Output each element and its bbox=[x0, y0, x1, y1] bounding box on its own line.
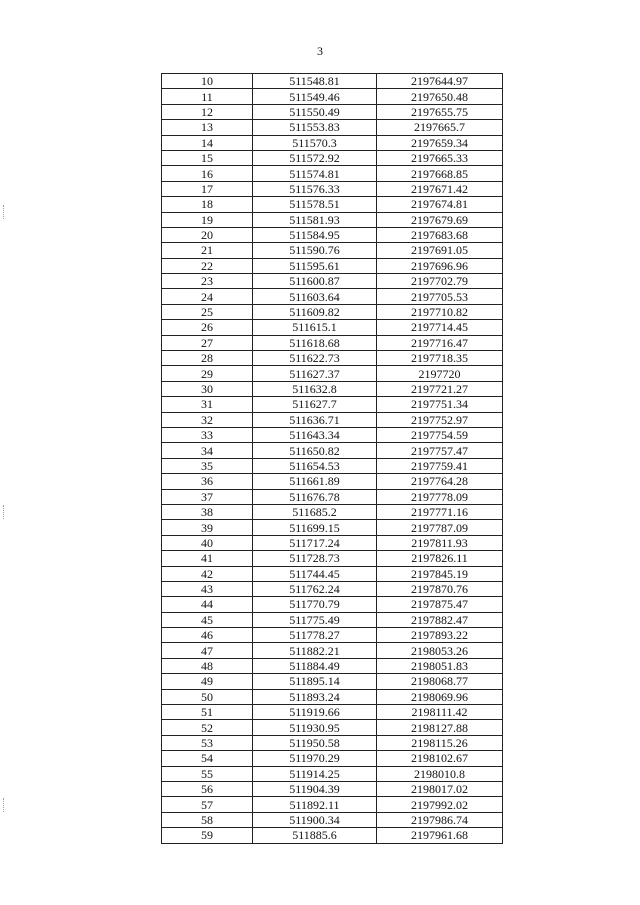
point-number-cell: 20 bbox=[162, 227, 253, 242]
y-coordinate-cell: 2198127.88 bbox=[377, 720, 503, 735]
point-number-cell: 36 bbox=[162, 474, 253, 489]
x-coordinate-cell: 511914.25 bbox=[253, 766, 377, 781]
x-coordinate-cell: 511590.76 bbox=[253, 243, 377, 258]
coordinates-table-body bbox=[162, 74, 503, 844]
y-coordinate-cell: 2197754.59 bbox=[377, 427, 503, 442]
table-row bbox=[162, 489, 503, 504]
y-coordinate-cell: 2198115.26 bbox=[377, 735, 503, 750]
table-row bbox=[162, 320, 503, 335]
x-coordinate-cell: 511548.81 bbox=[253, 74, 377, 89]
table-row bbox=[162, 120, 503, 135]
point-number-cell: 12 bbox=[162, 104, 253, 119]
table-row bbox=[162, 674, 503, 689]
table-row bbox=[162, 212, 503, 227]
point-number-cell: 21 bbox=[162, 243, 253, 258]
y-coordinate-cell: 2197655.75 bbox=[377, 104, 503, 119]
x-coordinate-cell: 511650.82 bbox=[253, 443, 377, 458]
point-number-cell: 51 bbox=[162, 705, 253, 720]
table-row bbox=[162, 74, 503, 89]
table-row bbox=[162, 658, 503, 673]
y-coordinate-cell: 2197716.47 bbox=[377, 335, 503, 350]
x-coordinate-cell: 511603.64 bbox=[253, 289, 377, 304]
x-coordinate-cell: 511885.6 bbox=[253, 828, 377, 843]
x-coordinate-cell: 511595.61 bbox=[253, 258, 377, 273]
x-coordinate-cell: 511895.14 bbox=[253, 674, 377, 689]
table-row bbox=[162, 474, 503, 489]
table-row bbox=[162, 304, 503, 319]
point-number-cell: 24 bbox=[162, 289, 253, 304]
x-coordinate-cell: 511970.29 bbox=[253, 751, 377, 766]
y-coordinate-cell: 2197751.34 bbox=[377, 397, 503, 412]
point-number-cell: 35 bbox=[162, 458, 253, 473]
table-row bbox=[162, 612, 503, 627]
table-row bbox=[162, 427, 503, 442]
x-coordinate-cell: 511762.24 bbox=[253, 581, 377, 596]
point-number-cell: 44 bbox=[162, 597, 253, 612]
y-coordinate-cell: 2197771.16 bbox=[377, 504, 503, 519]
y-coordinate-cell: 2197961.68 bbox=[377, 828, 503, 843]
y-coordinate-cell: 2197893.22 bbox=[377, 628, 503, 643]
point-number-cell: 48 bbox=[162, 658, 253, 673]
x-coordinate-cell: 511661.89 bbox=[253, 474, 377, 489]
table-row bbox=[162, 104, 503, 119]
x-coordinate-cell: 511770.79 bbox=[253, 597, 377, 612]
table-row bbox=[162, 597, 503, 612]
point-number-cell: 19 bbox=[162, 212, 253, 227]
point-number-cell: 41 bbox=[162, 551, 253, 566]
point-number-cell: 49 bbox=[162, 674, 253, 689]
point-number-cell: 26 bbox=[162, 320, 253, 335]
point-number-cell: 30 bbox=[162, 381, 253, 396]
point-number-cell: 37 bbox=[162, 489, 253, 504]
table-row bbox=[162, 381, 503, 396]
y-coordinate-cell: 2198053.26 bbox=[377, 643, 503, 658]
point-number-cell: 34 bbox=[162, 443, 253, 458]
table-row bbox=[162, 828, 503, 843]
point-number-cell: 56 bbox=[162, 781, 253, 796]
point-number-cell: 42 bbox=[162, 566, 253, 581]
y-coordinate-cell: 2197826.11 bbox=[377, 551, 503, 566]
y-coordinate-cell: 2197659.34 bbox=[377, 135, 503, 150]
y-coordinate-cell: 2198068.77 bbox=[377, 674, 503, 689]
y-coordinate-cell: 2197787.09 bbox=[377, 520, 503, 535]
point-number-cell: 16 bbox=[162, 166, 253, 181]
table-row bbox=[162, 443, 503, 458]
table-row bbox=[162, 150, 503, 165]
x-coordinate-cell: 511622.73 bbox=[253, 351, 377, 366]
point-number-cell: 22 bbox=[162, 258, 253, 273]
point-number-cell: 13 bbox=[162, 120, 253, 135]
x-coordinate-cell: 511578.51 bbox=[253, 197, 377, 212]
y-coordinate-cell: 2197683.68 bbox=[377, 227, 503, 242]
table-row bbox=[162, 735, 503, 750]
y-coordinate-cell: 2197665.33 bbox=[377, 150, 503, 165]
y-coordinate-cell: 2197845.19 bbox=[377, 566, 503, 581]
x-coordinate-cell: 511699.15 bbox=[253, 520, 377, 535]
x-coordinate-cell: 511930.95 bbox=[253, 720, 377, 735]
point-number-cell: 39 bbox=[162, 520, 253, 535]
table-row bbox=[162, 566, 503, 581]
x-coordinate-cell: 511892.11 bbox=[253, 797, 377, 812]
y-coordinate-cell: 2198051.83 bbox=[377, 658, 503, 673]
y-coordinate-cell: 2197875.47 bbox=[377, 597, 503, 612]
y-coordinate-cell: 2197679.69 bbox=[377, 212, 503, 227]
y-coordinate-cell: 2198069.96 bbox=[377, 689, 503, 704]
scan-edge-mark bbox=[3, 205, 5, 219]
table-row bbox=[162, 258, 503, 273]
x-coordinate-cell: 511775.49 bbox=[253, 612, 377, 627]
x-coordinate-cell: 511904.39 bbox=[253, 781, 377, 796]
table-row bbox=[162, 689, 503, 704]
table-row bbox=[162, 581, 503, 596]
y-coordinate-cell: 2197691.05 bbox=[377, 243, 503, 258]
y-coordinate-cell: 2197644.97 bbox=[377, 74, 503, 89]
y-coordinate-cell: 2197986.74 bbox=[377, 812, 503, 827]
point-number-cell: 40 bbox=[162, 535, 253, 550]
x-coordinate-cell: 511893.24 bbox=[253, 689, 377, 704]
point-number-cell: 31 bbox=[162, 397, 253, 412]
x-coordinate-cell: 511609.82 bbox=[253, 304, 377, 319]
table-row bbox=[162, 135, 503, 150]
x-coordinate-cell: 511576.33 bbox=[253, 181, 377, 196]
x-coordinate-cell: 511636.71 bbox=[253, 412, 377, 427]
table-row bbox=[162, 781, 503, 796]
x-coordinate-cell: 511900.34 bbox=[253, 812, 377, 827]
table-row bbox=[162, 628, 503, 643]
y-coordinate-cell: 2197710.82 bbox=[377, 304, 503, 319]
x-coordinate-cell: 511572.92 bbox=[253, 150, 377, 165]
x-coordinate-cell: 511882.21 bbox=[253, 643, 377, 658]
y-coordinate-cell: 2197696.96 bbox=[377, 258, 503, 273]
point-number-cell: 59 bbox=[162, 828, 253, 843]
y-coordinate-cell: 2197757.47 bbox=[377, 443, 503, 458]
table-row bbox=[162, 504, 503, 519]
point-number-cell: 11 bbox=[162, 89, 253, 104]
point-number-cell: 46 bbox=[162, 628, 253, 643]
point-number-cell: 17 bbox=[162, 181, 253, 196]
x-coordinate-cell: 511643.34 bbox=[253, 427, 377, 442]
point-number-cell: 52 bbox=[162, 720, 253, 735]
table-row bbox=[162, 397, 503, 412]
point-number-cell: 47 bbox=[162, 643, 253, 658]
y-coordinate-cell: 2197705.53 bbox=[377, 289, 503, 304]
page-number: 3 bbox=[317, 44, 323, 58]
coordinates-table bbox=[161, 73, 503, 844]
point-number-cell: 33 bbox=[162, 427, 253, 442]
scan-edge-mark bbox=[3, 505, 5, 519]
table-row bbox=[162, 797, 503, 812]
point-number-cell: 14 bbox=[162, 135, 253, 150]
y-coordinate-cell: 2197778.09 bbox=[377, 489, 503, 504]
table-row bbox=[162, 766, 503, 781]
x-coordinate-cell: 511632.8 bbox=[253, 381, 377, 396]
x-coordinate-cell: 511884.49 bbox=[253, 658, 377, 673]
x-coordinate-cell: 511717.24 bbox=[253, 535, 377, 550]
y-coordinate-cell: 2197720 bbox=[377, 366, 503, 381]
x-coordinate-cell: 511550.49 bbox=[253, 104, 377, 119]
y-coordinate-cell: 2197721.27 bbox=[377, 381, 503, 396]
table-row bbox=[162, 89, 503, 104]
y-coordinate-cell: 2197650.48 bbox=[377, 89, 503, 104]
y-coordinate-cell: 2197674.81 bbox=[377, 197, 503, 212]
x-coordinate-cell: 511618.68 bbox=[253, 335, 377, 350]
y-coordinate-cell: 2197714.45 bbox=[377, 320, 503, 335]
x-coordinate-cell: 511728.73 bbox=[253, 551, 377, 566]
table-row bbox=[162, 197, 503, 212]
y-coordinate-cell: 2197992.02 bbox=[377, 797, 503, 812]
x-coordinate-cell: 511584.95 bbox=[253, 227, 377, 242]
table-row bbox=[162, 812, 503, 827]
x-coordinate-cell: 511549.46 bbox=[253, 89, 377, 104]
point-number-cell: 45 bbox=[162, 612, 253, 627]
x-coordinate-cell: 511615.1 bbox=[253, 320, 377, 335]
y-coordinate-cell: 2197811.93 bbox=[377, 535, 503, 550]
point-number-cell: 27 bbox=[162, 335, 253, 350]
y-coordinate-cell: 2197718.35 bbox=[377, 351, 503, 366]
y-coordinate-cell: 2197752.97 bbox=[377, 412, 503, 427]
y-coordinate-cell: 2198010.8 bbox=[377, 766, 503, 781]
x-coordinate-cell: 511574.81 bbox=[253, 166, 377, 181]
table-row bbox=[162, 274, 503, 289]
point-number-cell: 53 bbox=[162, 735, 253, 750]
x-coordinate-cell: 511950.58 bbox=[253, 735, 377, 750]
y-coordinate-cell: 2197671.42 bbox=[377, 181, 503, 196]
x-coordinate-cell: 511676.78 bbox=[253, 489, 377, 504]
table-row bbox=[162, 720, 503, 735]
point-number-cell: 57 bbox=[162, 797, 253, 812]
point-number-cell: 28 bbox=[162, 351, 253, 366]
y-coordinate-cell: 2197668.85 bbox=[377, 166, 503, 181]
point-number-cell: 38 bbox=[162, 504, 253, 519]
table-row bbox=[162, 520, 503, 535]
table-row bbox=[162, 181, 503, 196]
table-row bbox=[162, 351, 503, 366]
table-row bbox=[162, 751, 503, 766]
point-number-cell: 55 bbox=[162, 766, 253, 781]
point-number-cell: 23 bbox=[162, 274, 253, 289]
x-coordinate-cell: 511654.53 bbox=[253, 458, 377, 473]
table-row bbox=[162, 289, 503, 304]
table-row bbox=[162, 243, 503, 258]
point-number-cell: 15 bbox=[162, 150, 253, 165]
point-number-cell: 18 bbox=[162, 197, 253, 212]
table-row bbox=[162, 366, 503, 381]
y-coordinate-cell: 2197702.79 bbox=[377, 274, 503, 289]
x-coordinate-cell: 511685.2 bbox=[253, 504, 377, 519]
point-number-cell: 58 bbox=[162, 812, 253, 827]
point-number-cell: 25 bbox=[162, 304, 253, 319]
x-coordinate-cell: 511919.66 bbox=[253, 705, 377, 720]
y-coordinate-cell: 2198111.42 bbox=[377, 705, 503, 720]
y-coordinate-cell: 2197764.28 bbox=[377, 474, 503, 489]
x-coordinate-cell: 511600.87 bbox=[253, 274, 377, 289]
table-row bbox=[162, 227, 503, 242]
table-row bbox=[162, 335, 503, 350]
x-coordinate-cell: 511744.45 bbox=[253, 566, 377, 581]
scan-edge-mark bbox=[3, 798, 5, 812]
table-row bbox=[162, 535, 503, 550]
x-coordinate-cell: 511778.27 bbox=[253, 628, 377, 643]
point-number-cell: 32 bbox=[162, 412, 253, 427]
y-coordinate-cell: 2197882.47 bbox=[377, 612, 503, 627]
point-number-cell: 29 bbox=[162, 366, 253, 381]
table-row bbox=[162, 643, 503, 658]
point-number-cell: 10 bbox=[162, 74, 253, 89]
x-coordinate-cell: 511553.83 bbox=[253, 120, 377, 135]
x-coordinate-cell: 511581.93 bbox=[253, 212, 377, 227]
x-coordinate-cell: 511570.3 bbox=[253, 135, 377, 150]
x-coordinate-cell: 511627.7 bbox=[253, 397, 377, 412]
table-row bbox=[162, 551, 503, 566]
y-coordinate-cell: 2197759.41 bbox=[377, 458, 503, 473]
x-coordinate-cell: 511627.37 bbox=[253, 366, 377, 381]
table-row bbox=[162, 412, 503, 427]
y-coordinate-cell: 2198102.67 bbox=[377, 751, 503, 766]
y-coordinate-cell: 2198017.02 bbox=[377, 781, 503, 796]
point-number-cell: 54 bbox=[162, 751, 253, 766]
point-number-cell: 43 bbox=[162, 581, 253, 596]
point-number-cell: 50 bbox=[162, 689, 253, 704]
table-row bbox=[162, 166, 503, 181]
y-coordinate-cell: 2197665.7 bbox=[377, 120, 503, 135]
table-row bbox=[162, 705, 503, 720]
table-row bbox=[162, 458, 503, 473]
y-coordinate-cell: 2197870.76 bbox=[377, 581, 503, 596]
